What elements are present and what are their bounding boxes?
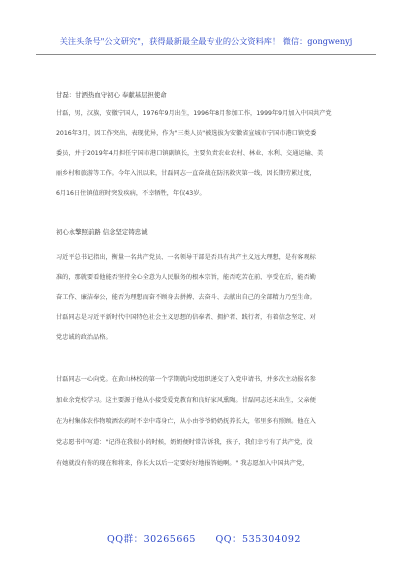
header-divider [36, 54, 376, 55]
section-1-line: 委员，并于2019年4月担任宁国市港口镇副镇长，主要负责农业农村、林业、水利、交通运输、美 [56, 150, 324, 157]
section-3-line: 在为村集体农作物喷洒农药时不幸中毒身亡，从小由爷爷奶奶抚养长大，邻里多有照顾。他在入 [56, 418, 316, 425]
header-banner: 关注头条号"公文研究"，获得最新最全最专业的公文资料库！ 微信：gongwenyj [59, 36, 353, 46]
section-1-line: 丽乡村和旅游等工作。今年入汛以来，甘磊同志一直奋战在防汛救灾第一线，因长期劳累过度， [56, 170, 316, 177]
section-2-line: 准的，那就要看他能否坚持全心全意为人民服务的根本宗旨，能否吃苦在前、享受在后，能否勤 [56, 274, 316, 281]
section-2-line: 习近平总书记指出，衡量一名共产党员、一名领导干部是否具有共产主义远大理想，是有客观标 [56, 254, 316, 261]
section-3-line: 加业余党校学习。这主要源于他从小接受爱党教育和良好家风熏陶。甘磊同志还未出生，父亲便 [56, 397, 316, 404]
section-1-line: 甘磊，男，汉族，安徽宁国人，1976年9月出生，1996年8月参加工作，1999年9月加入中国共产党 [56, 110, 332, 117]
footer-contact [0, 531, 408, 545]
section-2-line: 甘磊同志是习近平新时代中国特色社会主义思想的信奉者、拥护者、践行者，有着信念坚定、对 [56, 314, 316, 321]
section-3-line: 党志愿书中写道："记得在我很小的时候，奶奶便时常告诉我，孩子，我们幸亏有了共产党，没 [56, 439, 313, 446]
section-3-line: 有她就没有你的现在和将来，你长大以后一定要好好地报答她啊。" 我志愿加入中国共产党， [56, 460, 309, 467]
section-1-title: 甘磊：甘洒热血守初心 奉献基层担使命 [56, 91, 167, 99]
section-2-line: 奋工作、廉洁奉公，能否为理想而奋不顾身去拼搏、去奋斗、去献出自己的全部精力乃至生命。 [56, 294, 316, 301]
footer-qq: QQ：535304092 [215, 534, 301, 545]
section-2-line: 党忠诚的政治品格。 [56, 334, 112, 341]
section-1-line: 2016年3月，因工作突出、表现优异，作为"三类人员"被选拔为安徽省宣城市宁国市港口镇党委 [56, 130, 317, 137]
section-1-line: 6月16日住镇值班时突发疾病，不幸牺牲，年仅43岁。 [56, 190, 206, 197]
footer-qq-group: QQ群：30265665 [107, 534, 196, 545]
section-2-title: 初心永擎照前路 信念坚定铸忠诚 [56, 228, 148, 236]
section-3-line: 甘磊同志一心向党。在黄山林校的第一个学期就向党组织递交了入党申请书，并多次主动报名参 [56, 376, 316, 383]
